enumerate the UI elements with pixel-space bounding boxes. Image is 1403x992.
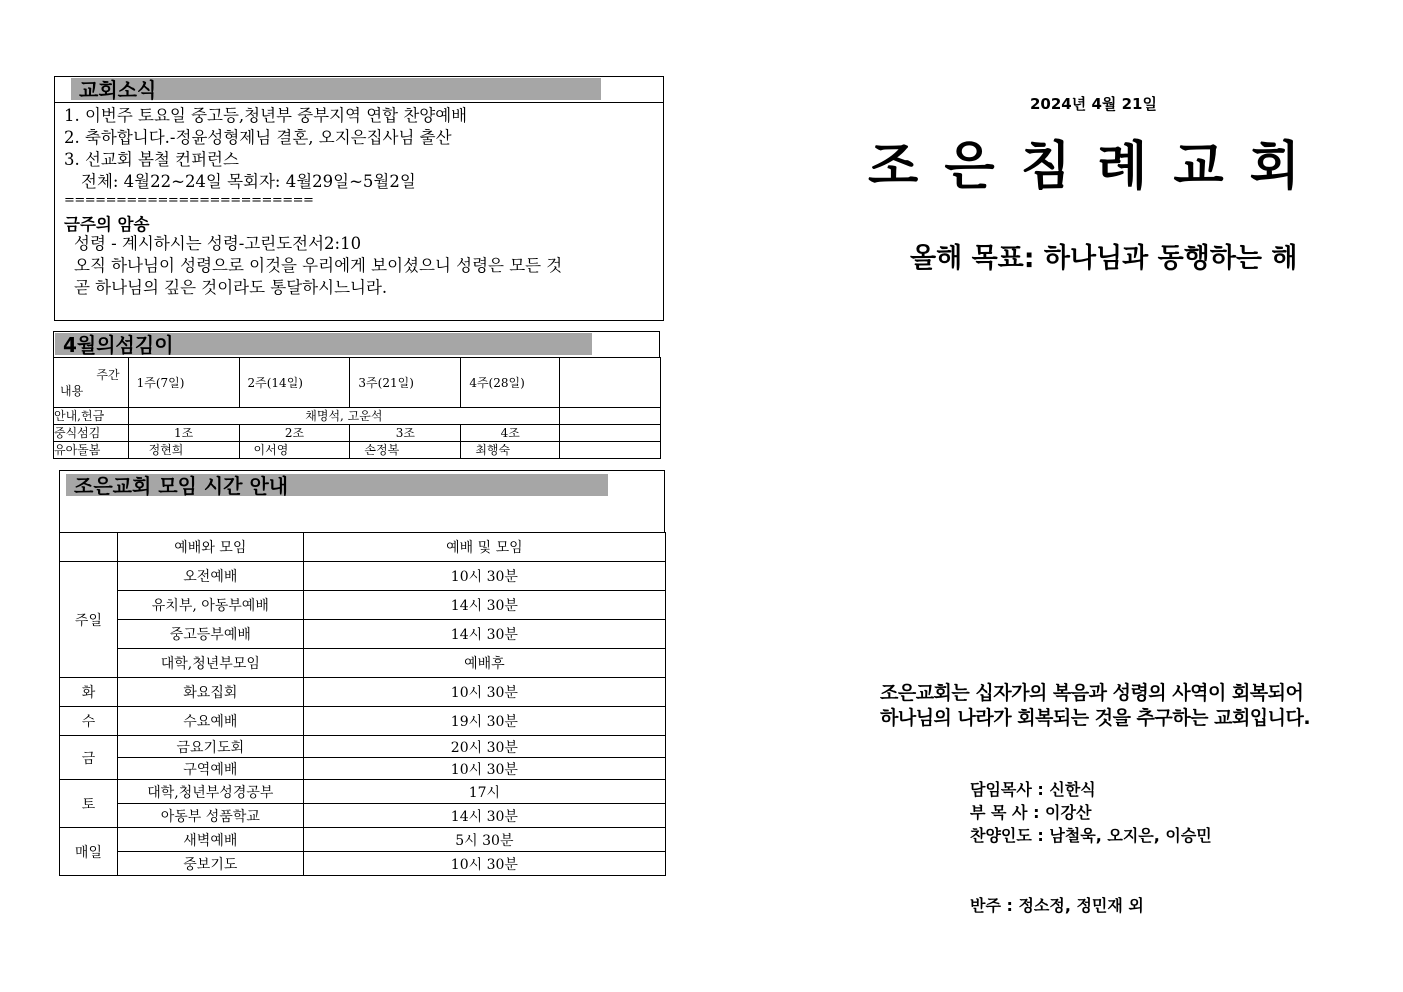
meeting-time: 예배후 [303, 649, 665, 678]
meeting-day-daily: 매일 [60, 828, 118, 876]
service-row-label: 중식섬김 [54, 425, 129, 442]
meeting-name: 수요예배 [117, 707, 303, 736]
meeting-name: 새벽예배 [117, 828, 303, 852]
service-row-label: 안내,헌금 [54, 408, 129, 425]
year-goal: 올해 목표: 하나님과 동행하는 해 [910, 243, 1298, 274]
meeting-name: 중고등부예배 [117, 620, 303, 649]
service-row-label: 유아돌봄 [54, 442, 129, 459]
service-title: 4월의섬김이 [55, 333, 592, 355]
service-header-frame [53, 331, 660, 357]
staff-senior-pastor: 담임목사 : 신한식 [970, 780, 1096, 799]
meeting-time: 10시 30분 [303, 852, 665, 876]
meeting-name: 대학,청년부모임 [117, 649, 303, 678]
week-header-5 [560, 358, 661, 408]
church-news-box [54, 76, 664, 321]
service-cell: 최행숙 [461, 442, 560, 459]
mission-line-2: 하나님의 나라가 회복되는 것을 추구하는 교회입니다. [880, 707, 1311, 729]
meeting-time: 14시 30분 [303, 804, 665, 828]
meeting-time: 10시 30분 [303, 678, 665, 707]
news-title-divider [55, 102, 663, 103]
staff-accompanist: 반주 : 정소정, 정민재 외 [970, 896, 1144, 915]
week-header-4: 4주(28일) [461, 358, 560, 408]
news-item-2: 2. 축하합니다.-정윤성형제님 결혼, 오지은집사님 출산 [64, 128, 452, 147]
church-name: 조 은 침 례 교 회 [868, 137, 1304, 197]
meeting-time: 20시 30분 [303, 736, 665, 758]
week-header-3: 3주(21일) [350, 358, 461, 408]
meeting-time: 14시 30분 [303, 620, 665, 649]
meeting-header-blank [60, 533, 118, 562]
week-header-1: 1주(7일) [128, 358, 239, 408]
service-cell [560, 425, 661, 442]
week-header-2: 2주(14일) [239, 358, 350, 408]
service-cell [560, 408, 661, 425]
meeting-time: 19시 30분 [303, 707, 665, 736]
meeting-col1-header: 예배와 모임 [117, 533, 303, 562]
meeting-time: 10시 30분 [303, 758, 665, 780]
meeting-name: 화요집회 [117, 678, 303, 707]
news-item-3-detail: 전체: 4월22~24일 목회자: 4월29일~5월2일 [81, 172, 416, 191]
meeting-name: 유치부, 아동부예배 [117, 591, 303, 620]
bulletin-date: 2024년 4월 21일 [1030, 95, 1157, 113]
service-cell: 손정복 [350, 442, 461, 459]
news-divider-text: ======================== [64, 193, 314, 208]
memory-verse-line-1: 성령 - 계시하시는 성령-고린도전서2:10 [74, 234, 362, 253]
meeting-title: 조은교회 모임 시간 안내 [66, 474, 608, 496]
staff-worship-leaders: 찬양인도 : 남철욱, 오지은, 이승민 [970, 826, 1212, 845]
service-cell: 이서영 [239, 442, 350, 459]
meeting-time: 17시 [303, 780, 665, 804]
meeting-name: 대학,청년부성경공부 [117, 780, 303, 804]
meeting-time: 14시 30분 [303, 591, 665, 620]
service-merged-cell: 채명석, 고운석 [128, 408, 560, 425]
meeting-header-frame [59, 470, 665, 533]
meeting-day-saturday: 토 [60, 780, 118, 828]
meeting-name: 구역예배 [117, 758, 303, 780]
news-item-1: 1. 이번주 토요일 중고등,청년부 중부지역 연합 찬양예배 [64, 106, 468, 125]
service-cell: 3조 [350, 425, 461, 442]
meeting-day-wednesday: 수 [60, 707, 118, 736]
meeting-time: 10시 30분 [303, 562, 665, 591]
news-item-3: 3. 선교회 봄철 컨퍼런스 [64, 150, 239, 169]
meeting-day-tuesday: 화 [60, 678, 118, 707]
service-cell: 1조 [128, 425, 239, 442]
meeting-name: 오전예배 [117, 562, 303, 591]
meeting-name: 금요기도회 [117, 736, 303, 758]
memory-verse-line-3: 곧 하나님의 깊은 것이라도 통달하시느니라. [74, 278, 388, 297]
staff-associate-pastor: 부 목 사 : 이강산 [970, 803, 1092, 822]
service-table [53, 357, 661, 459]
service-cell: 4조 [461, 425, 560, 442]
meeting-day-sunday: 주일 [60, 562, 118, 678]
meeting-name: 아동부 성품학교 [117, 804, 303, 828]
corner-week-label: 주간 [96, 368, 120, 382]
service-cell [560, 442, 661, 459]
memory-verse-line-2: 오직 하나님이 성령으로 이것을 우리에게 보이셨으니 성령은 모든 것 [74, 256, 563, 275]
meeting-day-friday: 금 [60, 736, 118, 780]
meeting-name: 중보기도 [117, 852, 303, 876]
memory-verse-title: 금주의 암송 [64, 215, 150, 234]
meeting-time: 5시 30분 [303, 828, 665, 852]
service-cell: 정현희 [128, 442, 239, 459]
mission-line-1: 조은교회는 십자가의 복음과 성령의 사역이 회복되어 [880, 682, 1304, 704]
service-cell: 2조 [239, 425, 350, 442]
meeting-table [59, 532, 666, 876]
church-news-title: 교회소식 [71, 78, 601, 100]
meeting-col2-header: 예배 및 모임 [303, 533, 665, 562]
service-corner-cell [54, 358, 129, 408]
corner-content-label: 내용 [60, 384, 84, 398]
